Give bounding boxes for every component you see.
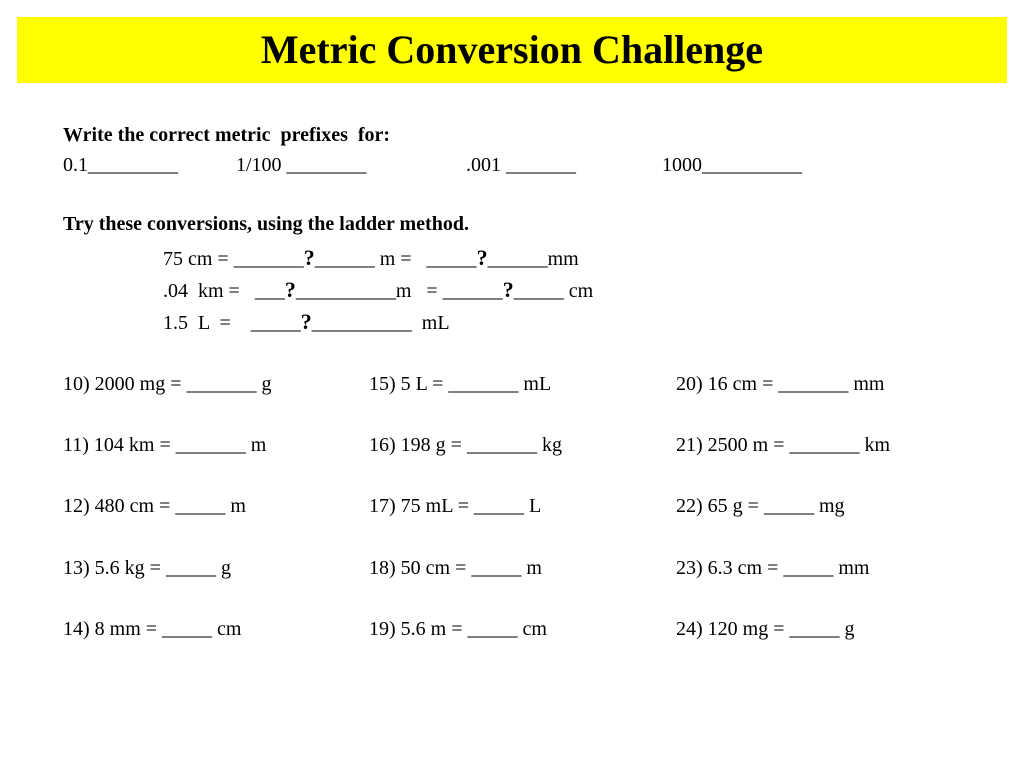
prefix-item: 0.1_________ [63,154,178,176]
problem-item: 13) 5.6 kg = _____ g [63,557,231,579]
problem-item: 24) 120 mg = _____ g [676,618,855,640]
prefix-heading: Write the correct metric prefixes for: [63,124,391,146]
ladder-text: 75 cm = _______ [163,248,304,270]
ladder-text: .04 km = ___ [163,280,285,302]
ladder-text: ______ m = _____ [314,248,477,270]
title-banner [17,17,1007,83]
problem-item: 20) 16 cm = _______ mm [676,373,885,395]
ladder-text: __________m = ______ [295,280,503,302]
problem-item: 17) 75 mL = _____ L [369,495,542,517]
ladder-text: _____ cm [513,280,594,302]
ladder-heading: Try these conversions, using the ladder method. [63,213,469,235]
problem-item: 15) 5 L = _______ mL [369,373,552,395]
question-mark: ? [476,245,488,270]
ladder-row [163,310,450,335]
ladder-text: ______mm [487,248,579,270]
ladder-row [163,278,593,303]
problem-item: 10) 2000 mg = _______ g [63,373,272,395]
page-title: Metric Conversion Challenge [260,27,764,72]
question-mark: ? [300,309,312,334]
prefix-item: 1/100 ________ [236,154,367,176]
prefix-item: 1000__________ [662,154,802,176]
prefix-item: .001 _______ [466,154,576,176]
problem-item: 14) 8 mm = _____ cm [63,618,242,640]
ladder-text: 1.5 L = _____ [163,312,301,334]
ladder-text: __________ mL [311,312,450,334]
problem-item: 19) 5.6 m = _____ cm [369,618,547,640]
problem-item: 11) 104 km = _______ m [63,434,267,456]
problem-item: 18) 50 cm = _____ m [369,557,542,579]
question-mark: ? [502,277,514,302]
problem-item: 23) 6.3 cm = _____ mm [676,557,870,579]
ladder-row [163,246,579,271]
problem-item: 21) 2500 m = _______ km [676,434,891,456]
question-mark: ? [303,245,315,270]
problem-item: 16) 198 g = _______ kg [369,434,562,456]
problem-item: 22) 65 g = _____ mg [676,495,845,517]
question-mark: ? [284,277,296,302]
problem-item: 12) 480 cm = _____ m [63,495,246,517]
